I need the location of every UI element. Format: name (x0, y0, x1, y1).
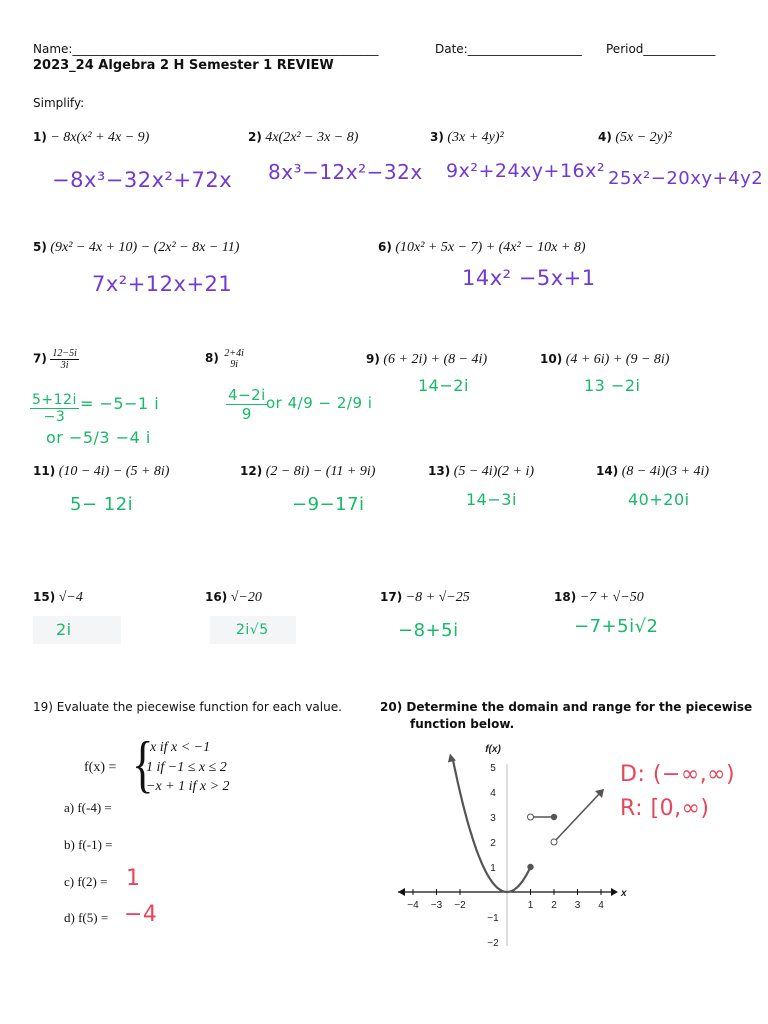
answer-8 (226, 386, 268, 423)
series-segment-linear (554, 792, 601, 842)
fraction (50, 348, 79, 371)
problem-expression: (9x² − 4x + 10) − (2x² − 8x − 11) (50, 240, 240, 255)
piecewise-fx: f(x) = (84, 760, 117, 775)
problem-expression: (5x − 2y)² (615, 130, 672, 145)
fraction (222, 348, 246, 370)
period-field-label: Period____________ (606, 42, 716, 56)
open-point (528, 814, 534, 820)
problem-expression: √−20 (230, 590, 262, 605)
section-heading: Simplify: (33, 96, 85, 110)
eval-item: d) f(5) = (64, 910, 109, 925)
fraction-numerator: 12−5i (52, 348, 77, 359)
problem-number: 7) (33, 351, 47, 366)
problem-expression: (10 − 4i) − (5 + 8i) (58, 464, 170, 479)
piecewise-graph (390, 738, 630, 954)
problem-number: 8) (205, 351, 219, 366)
problem-number: 15) (33, 590, 56, 604)
problem-16 (205, 590, 262, 606)
problem-number: 2) (248, 130, 262, 144)
x-axis-arrow-right (611, 888, 618, 896)
problem-18 (554, 590, 644, 606)
domain-answer: D: (−∞,∞) (620, 762, 736, 787)
open-point (551, 839, 557, 845)
q20-prompt-line1: 20) Determine the domain and range for the piecewise (380, 700, 753, 714)
q20-prompt-line2: function below. (410, 717, 515, 731)
problem-expression: − 8x(x² + 4x − 9) (50, 130, 150, 145)
y-tick-label: 1 (490, 863, 496, 874)
problem-expression: √−4 (58, 590, 83, 605)
answer-14: 40+20i (628, 490, 690, 509)
piecewise-brace: { (132, 728, 154, 799)
fraction-numerator: 2+4i (224, 348, 244, 359)
problem-13 (428, 464, 534, 480)
x-axis-arrow-left (398, 888, 405, 896)
problem-8 (205, 348, 246, 370)
work-numerator: 5+12i (32, 392, 77, 408)
problem-expression: (3x + 4y)² (447, 130, 504, 145)
answer-denominator: 9 (241, 405, 252, 423)
problem-5 (33, 240, 239, 256)
answer-17: −8+5i (398, 620, 459, 641)
page-title: 2023_24 Algebra 2 H Semester 1 REVIEW (33, 58, 334, 73)
answer-19d: −4 (124, 902, 158, 927)
answer-11: 5− 12i (70, 494, 134, 515)
answer-9: 14−2i (418, 376, 469, 395)
x-tick-label: −3 (430, 900, 443, 911)
problem-7 (33, 348, 79, 371)
x-tick-label: −4 (407, 900, 419, 911)
y-tick-label: −2 (487, 938, 499, 949)
answer-7-alt: or −5/3 −4 i (46, 428, 151, 447)
fraction-denominator: 9i (230, 359, 238, 370)
name-field-label: Name:___________________________________________________ (33, 42, 379, 56)
answer-box (33, 616, 121, 644)
answer-7-work (30, 392, 79, 425)
x-tick-label: 3 (574, 900, 581, 911)
problem-number: 10) (540, 352, 563, 366)
piecewise-case: x if x < −1 (150, 740, 211, 755)
parabola-arrow (448, 754, 456, 763)
problem-number: 14) (596, 464, 619, 478)
closed-point (527, 864, 533, 870)
y-tick-label: 2 (490, 838, 496, 849)
fraction-denominator: 3i (60, 360, 69, 371)
range-answer: R: [0,∞) (620, 796, 710, 821)
problem-14 (596, 464, 709, 480)
problem-17 (380, 590, 470, 606)
problem-10 (540, 352, 669, 368)
answer-6: 14x² −5x+1 (462, 266, 596, 290)
problem-expression: (8 − 4i)(3 + 4i) (621, 464, 710, 479)
x-tick-label: 1 (527, 900, 534, 911)
problem-expression: (10x² + 5x − 7) + (4x² − 10x + 8) (395, 240, 586, 255)
work-denominator: −3 (43, 409, 66, 425)
y-tick-label: 4 (490, 788, 496, 799)
piecewise-case: −x + 1 if x > 2 (146, 779, 230, 794)
answer-2: 8x³−12x²−32x (268, 160, 423, 184)
answer-15: 2i (56, 620, 72, 639)
problem-number: 12) (240, 464, 263, 478)
x-tick-label: 4 (598, 900, 604, 911)
q19-prompt: 19) Evaluate the piecewise function for each value. (33, 700, 342, 714)
problem-12 (240, 464, 375, 480)
answer-13: 14−3i (466, 490, 517, 509)
answer-1: −8x³−32x²+72x (52, 168, 233, 192)
problem-expression: 4x(2x² − 3x − 8) (265, 130, 359, 145)
x-tick-label: −2 (454, 900, 466, 911)
answer-7: = −5−1 i (80, 394, 160, 413)
problem-6 (378, 240, 585, 256)
problem-expression: −8 + √−25 (405, 590, 470, 605)
problem-number: 9) (366, 352, 380, 366)
problem-expression: (6 + 2i) + (8 − 4i) (383, 352, 488, 367)
x-tick-label: 2 (551, 900, 557, 911)
problem-number: 11) (33, 464, 56, 478)
y-tick-label: 3 (490, 813, 496, 824)
problem-number: 1) (33, 130, 47, 144)
problem-4 (598, 130, 672, 146)
eval-item: a) f(-4) = (64, 800, 112, 815)
closed-point (551, 814, 557, 820)
problem-number: 18) (554, 590, 577, 604)
problem-number: 17) (380, 590, 403, 604)
problem-expression: (2 − 8i) − (11 + 9i) (265, 464, 376, 479)
problem-11 (33, 464, 169, 480)
piecewise-case: 1 if −1 ≤ x ≤ 2 (146, 760, 227, 775)
problem-9 (366, 352, 487, 368)
problem-number: 5) (33, 240, 47, 254)
answer-18: −7+5i√2 (574, 616, 659, 637)
eval-item: c) f(2) = (64, 874, 108, 889)
problem-15 (33, 590, 83, 606)
problem-number: 3) (430, 130, 444, 144)
problem-expression: (5 − 4i)(2 + i) (453, 464, 535, 479)
problem-number: 13) (428, 464, 451, 478)
answer-numerator: 4−2i (228, 386, 266, 404)
problem-number: 6) (378, 240, 392, 254)
y-tick-label: 5 (490, 763, 496, 774)
eval-item: b) f(-1) = (64, 837, 113, 852)
answer-16: 2i√5 (236, 622, 269, 638)
problem-expression: (4 + 6i) + (9 − 8i) (565, 352, 670, 367)
date-field-label: Date:___________________ (435, 42, 582, 56)
problem-number: 4) (598, 130, 612, 144)
problem-expression: −7 + √−50 (579, 590, 644, 605)
answer-3: 9x²+24xy+16x² (446, 160, 605, 182)
y-axis-label: f(x) (485, 744, 501, 755)
y-tick-label: −1 (487, 913, 499, 924)
graph-layer (398, 744, 627, 949)
answer-8-alt: or 4/9 − 2/9 i (266, 394, 373, 412)
x-axis-label: x (621, 888, 627, 899)
answer-5: 7x²+12x+21 (92, 272, 233, 296)
answer-4: 25x²−20xy+4y2 (608, 168, 764, 189)
problem-2 (248, 130, 358, 146)
answer-12: −9−17i (292, 494, 365, 515)
problem-number: 16) (205, 590, 228, 604)
answer-10: 13 −2i (584, 376, 641, 395)
problem-1 (33, 130, 149, 146)
problem-3 (430, 130, 504, 146)
answer-19c: 1 (126, 866, 141, 891)
